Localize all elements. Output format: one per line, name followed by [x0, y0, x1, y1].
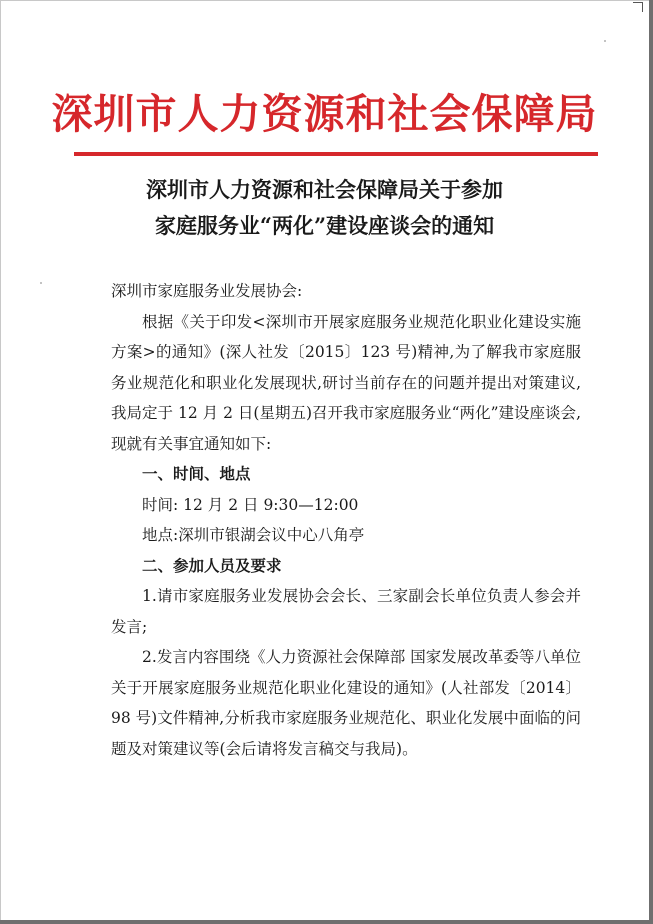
scan-corner-mark [633, 2, 643, 12]
requirement-item-2: 2.发言内容围绕《人力资源社会保障部 国家发展改革委等八单位关于开展家庭服务业规范化职业化建设的通知》(人社部发〔2014〕98 号)文件精神,分析我市家庭服务业规范化、职业化发展中面临的问题及对策建议等(会后请将发言稿交与我局)。 [111, 648, 581, 758]
red-divider-line [74, 152, 598, 156]
section-1-heading: 一、时间、地点 [142, 464, 251, 483]
scan-speck [604, 40, 606, 42]
salutation: 深圳市家庭服务业发展协会: [111, 282, 303, 300]
title-line-1: 深圳市人力资源和社会保障局关于参加 [146, 177, 503, 202]
title-line-2: 家庭服务业“两化”建设座谈会的通知 [154, 213, 495, 238]
meeting-place: 地点:深圳市银湖会议中心八角亭 [142, 526, 365, 544]
organization-header: 深圳市人力资源和社会保障局 [51, 90, 598, 138]
scan-speck [40, 282, 42, 284]
section-2-heading: 二、参加人员及要求 [142, 555, 282, 575]
intro-paragraph: 根据《关于印发<深圳市开展家庭服务业规范化职业化建设实施方案>的通知》(深人社发〔2015〕123 号)精神,为了解我市家庭服务业规范化和职业化发展现状,研讨当前存在的问题并提出对策建议,我局定于 12 月 2 日(星期五)召开我市家庭服务业“两化”建设座谈会,现就有关事宜通知如下: [111, 312, 581, 453]
document-title [0, 172, 649, 244]
requirement-item-1: 1.请市家庭服务业发展协会会长、三家副会长单位负责人参会并发言; [111, 587, 581, 636]
meeting-time: 时间: 12 月 2 日 9:30—12:00 [142, 495, 359, 514]
document-body [111, 276, 581, 764]
